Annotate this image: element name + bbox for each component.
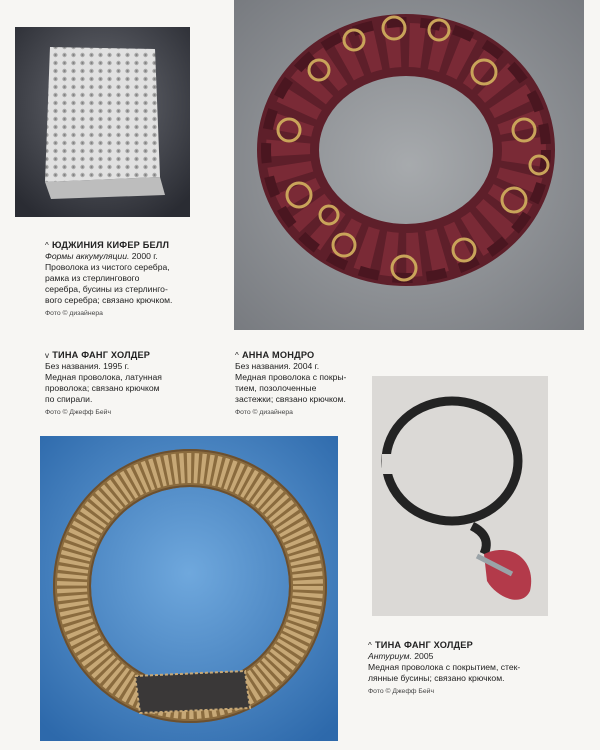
work-year: 1995 г.: [103, 361, 130, 371]
photo-credit: Фото © дизайнера: [235, 409, 293, 416]
work-title: Формы аккумуляции.: [45, 251, 130, 261]
work-title: Без названия.: [235, 361, 291, 371]
caption-holder-1: [45, 350, 162, 418]
work-year: 2004 г.: [293, 361, 320, 371]
photo-credit: Фото © Джефф Бейч: [45, 409, 111, 416]
caption-title: [45, 350, 162, 361]
photo-copper-collar: [40, 436, 338, 741]
artist-name: ТИНА ФАНГ ХОЛДЕР: [374, 640, 473, 650]
caption-arrow: ^: [45, 241, 49, 250]
material-line: Медная проволока с покры-: [235, 372, 347, 382]
work-line: [235, 361, 346, 372]
photo-wreath-necklace: [234, 0, 584, 330]
caption-bell: [45, 240, 172, 319]
material-line: Проволока из чистого серебра,: [45, 262, 170, 272]
material-line: лянные бусины; связано крючком.: [368, 673, 505, 683]
caption-arrow: v: [45, 351, 50, 360]
photo-black-coil: [372, 376, 548, 616]
material-line: тием, позолоченные: [235, 383, 317, 393]
work-year: 2005: [414, 651, 434, 661]
work-title: Антуриум.: [368, 651, 412, 661]
material-line: Медная проволока с покрытием, стек-: [368, 662, 521, 672]
photo-credit: Фото © Джефф Бейч: [368, 688, 434, 695]
material-line: вого серебра; связано крючком.: [45, 295, 173, 305]
material-line: рамка из стерлингового: [45, 273, 140, 283]
material-line: по спирали.: [45, 394, 93, 404]
work-line: [368, 651, 520, 662]
work-line: [45, 361, 162, 372]
wreath-necklace-image: [234, 0, 584, 330]
artist-name: ЮДЖИНИЯ КИФЕР БЕЛЛ: [51, 240, 170, 250]
caption-mondro: [235, 350, 346, 418]
caption-title: [235, 350, 346, 361]
caption-arrow: ^: [368, 641, 372, 650]
black-coil-image: [372, 376, 548, 616]
artist-name: АННА МОНДРО: [241, 350, 315, 360]
caption-title: [368, 640, 520, 651]
material-line: Медная проволока, латунная: [45, 372, 162, 382]
photo-credit: Фото © дизайнера: [45, 310, 103, 317]
material-line: застежки; связано крючком.: [235, 394, 346, 404]
work-year: 2000 г.: [131, 251, 158, 261]
work-title: Без названия.: [45, 361, 101, 371]
copper-collar-image: [40, 436, 338, 741]
material-line: проволока; связано крючком: [45, 383, 160, 393]
caption-holder-2: [368, 640, 520, 697]
material-line: серебра, бусины из стерлинго-: [45, 284, 168, 294]
caption-title: [45, 240, 172, 251]
photo-silver-cube: [15, 27, 190, 217]
work-line: [45, 251, 172, 262]
silver-cube-image: [15, 27, 190, 217]
caption-arrow: ^: [235, 351, 239, 360]
artist-name: ТИНА ФАНГ ХОЛДЕР: [52, 350, 151, 360]
